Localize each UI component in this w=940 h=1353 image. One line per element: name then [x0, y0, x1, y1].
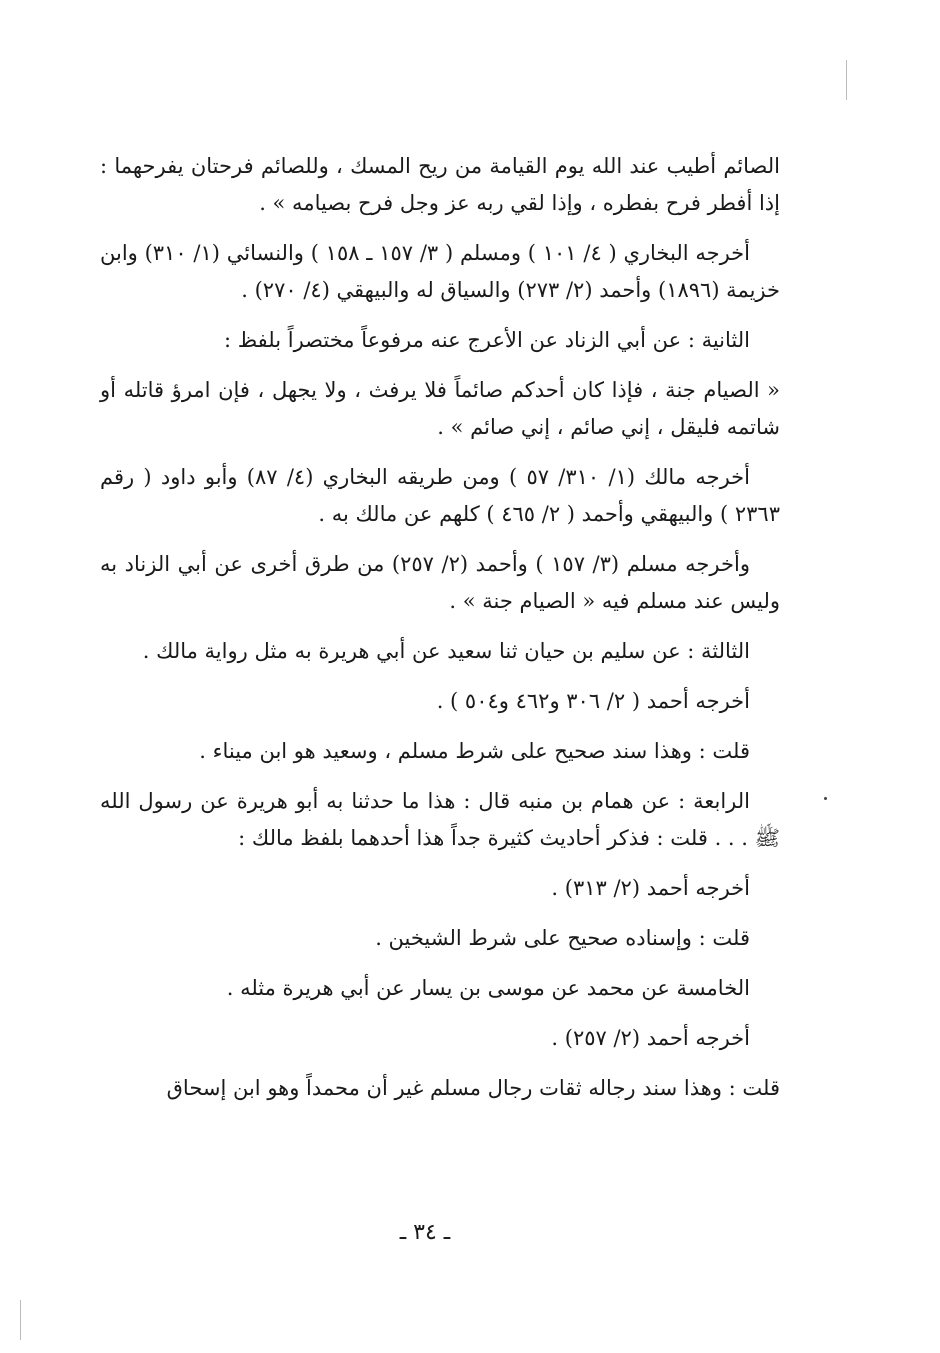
paragraph-takhrij-4: أخرجه أحمد ( ٢/ ٣٠٦ و٤٦٢ و٥٠٤ ) . — [436, 689, 750, 713]
paragraph-takhrij-3: وأخرجه مسلم (٣/ ١٥٧ ) وأحمد (٢/ ٢٥٧) من طرق أخرى عن أبي الزناد به وليس عند مسلم فيه « الصيام جنة » . — [100, 552, 780, 613]
paragraph-comment-2: قلت : وإسناده صحيح على شرط الشيخين . — [375, 926, 750, 950]
scan-edge-mark — [846, 60, 847, 100]
paragraph-takhrij-5: أخرجه أحمد (٢/ ٣١٣) . — [551, 876, 750, 900]
page-body — [100, 148, 780, 1120]
paragraph-second-route: الثانية : عن أبي الزناد عن الأعرج عنه مرفوعاً مختصراً بلفظ : — [223, 328, 750, 352]
paragraph-takhrij-2: أخرجه مالك (١/ ٣١٠/ ٥٧ ) ومن طريقه البخاري (٤/ ٨٧) وأبو داود ( رقم ٢٣٦٣ ) والبيهقي وأحمد ( ٢/ ٤٦٥ ) كلهم عن مالك به . — [100, 465, 780, 526]
scan-speck — [824, 797, 827, 800]
paragraph-takhrij-6: أخرجه أحمد (٢/ ٢٥٧) . — [551, 1026, 750, 1050]
scan-edge-mark — [20, 1300, 21, 1340]
paragraph-fifth-route: الخامسة عن محمد عن موسى بن يسار عن أبي هريرة مثله . — [226, 976, 750, 1000]
page-number: ـ ٣٤ ـ — [399, 1220, 451, 1245]
paragraph-comment-3: قلت : وهذا سند رجاله ثقات رجال مسلم غير أن محمداً وهو ابن إسحاق — [166, 1076, 780, 1100]
paragraph-fourth-route: الرابعة : عن همام بن منبه قال : هذا ما حدثنا به أبو هريرة عن رسول الله ﷺ . . . قلت : فذكر أحاديث كثيرة جداً هذا أحدهما بلفظ مالك : — [100, 789, 780, 850]
paragraph-takhrij-1: أخرجه البخاري ( ٤/ ١٠١ ) ومسلم ( ٣/ ١٥٧ ـ ١٥٨ ) والنسائي (١/ ٣١٠) وابن خزيمة (١٨٩٦) وأحمد (٢/ ٢٧٣) والسياق له والبيهقي (٤/ ٢٧٠) . — [100, 241, 780, 302]
paragraph-comment-1: قلت : وهذا سند صحيح على شرط مسلم ، وسعيد هو ابن ميناء . — [199, 739, 750, 763]
paragraph-hadith-end: الصائم أطيب عند الله يوم القيامة من ريح المسك ، وللصائم فرحتان يفرحهما : إذا أفطر فرح بفطره ، وإذا لقي ربه عز وجل فرح بصيامه » . — [100, 154, 780, 215]
paragraph-hadith-text-2: « الصيام جنة ، فإذا كان أحدكم صائماً فلا يرفث ، ولا يجهل ، فإن امرؤ قاتله أو شاتمه فليقل ، إني صائم ، إني صائم » . — [100, 378, 780, 439]
paragraph-third-route: الثالثة : عن سليم بن حيان ثنا سعيد عن أبي هريرة به مثل رواية مالك . — [142, 639, 750, 663]
